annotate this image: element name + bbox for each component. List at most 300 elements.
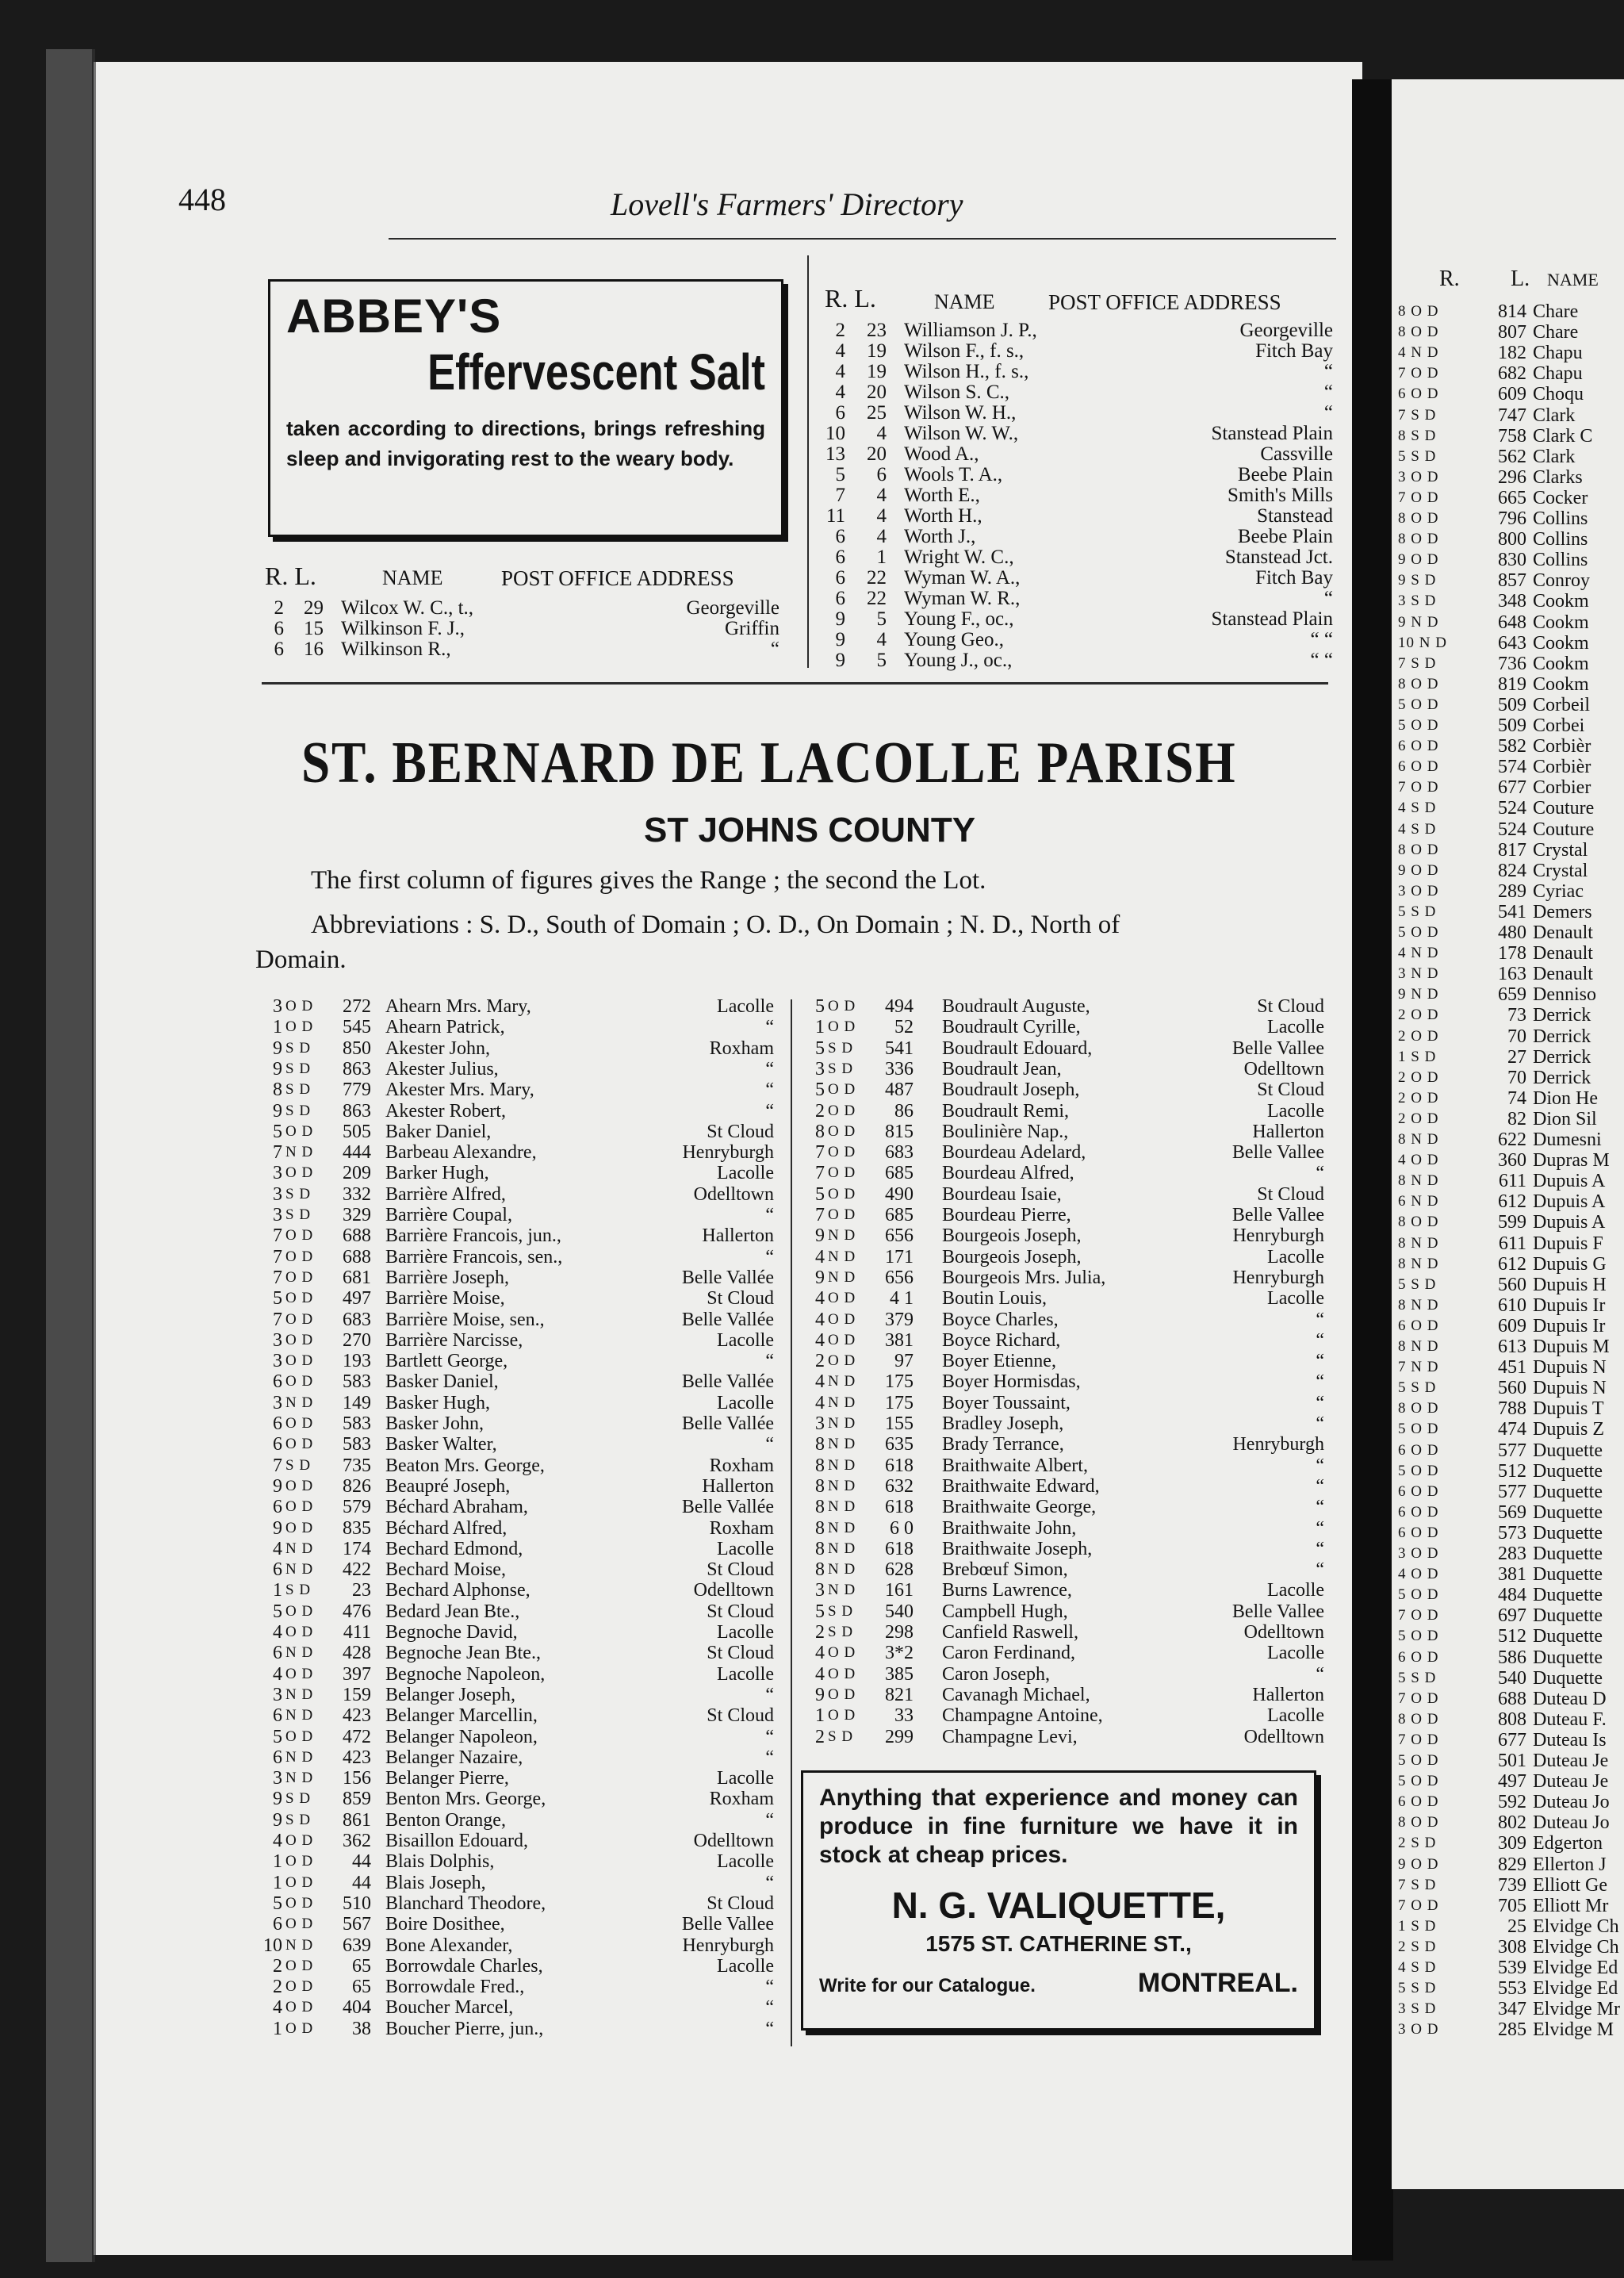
directory-row	[801, 1727, 1324, 1747]
lot-number: 163	[1498, 964, 1526, 985]
range-domain: 3 N D	[1398, 965, 1439, 983]
post-office: Odelltown	[1243, 1058, 1324, 1080]
post-office: Lacolle	[1267, 1100, 1324, 1122]
lot-number: 850	[343, 1037, 371, 1059]
lot-number: 44	[352, 1851, 371, 1873]
range-domain: 6 O D	[1398, 1524, 1439, 1541]
resident-name: Dion Sil	[1533, 1108, 1597, 1129]
lot-number: 15	[304, 618, 324, 639]
range-domain: 6 O D	[1398, 1793, 1439, 1811]
range-domain: 3 O D	[1398, 468, 1439, 485]
post-office: “	[1316, 1559, 1324, 1581]
lot-number: 509	[1498, 715, 1526, 736]
range-number: 11	[825, 505, 845, 527]
domain-code: O D	[285, 998, 314, 1014]
directory-row	[801, 1310, 1324, 1330]
range-number: 7	[273, 1267, 282, 1288]
resident-name: Begnoche Jean Bte.,	[385, 1643, 541, 1664]
domain-code: S D	[285, 1039, 312, 1057]
post-office: St Cloud	[707, 1288, 774, 1310]
directory-row	[259, 1601, 774, 1622]
facing-directory-row	[1398, 1833, 1624, 1854]
range-number: 3	[273, 1329, 282, 1351]
range-number: 1	[815, 1017, 825, 1038]
resident-name: Worth E.,	[904, 485, 980, 506]
lot-number: 82	[1507, 1108, 1526, 1129]
directory-row	[822, 527, 1333, 547]
lot-number: 512	[1498, 1460, 1526, 1482]
directory-row	[801, 1330, 1324, 1351]
post-office: Griffin	[725, 618, 779, 639]
post-office: Beebe Plain	[1237, 526, 1333, 547]
range-number: 5	[273, 1893, 282, 1914]
lot-number: 815	[885, 1121, 914, 1142]
range-domain: 3 O D	[1398, 1545, 1439, 1562]
lot-number: 599	[1498, 1212, 1526, 1233]
resident-name: Basker Walter,	[385, 1434, 497, 1455]
post-office: Stanstead Plain	[1211, 423, 1333, 444]
lot-number: 4	[876, 526, 887, 547]
range-number: 2	[274, 597, 284, 619]
post-office: “	[1316, 1475, 1324, 1497]
domain-code: S D	[828, 1060, 854, 1077]
resident-name: Akester Julius,	[385, 1058, 499, 1080]
lot-number: 612	[1498, 1253, 1526, 1275]
post-office: Lacolle	[717, 1163, 774, 1184]
facing-directory-row	[1398, 1730, 1624, 1751]
main-column-divider	[791, 999, 792, 2046]
post-office: Stanstead Jct.	[1224, 546, 1333, 568]
lot-number: 659	[1498, 984, 1526, 1006]
facing-directory-row	[1398, 861, 1624, 881]
resident-name: Bisaillon Edouard,	[385, 1831, 528, 1851]
domain-code: O D	[285, 1832, 314, 1849]
post-office: Belle Vallée	[681, 1413, 774, 1434]
facing-directory-row	[1398, 1792, 1624, 1812]
resident-name: Boyce Richard,	[942, 1329, 1061, 1351]
range-number: 7	[273, 1455, 282, 1476]
range-number: 6	[273, 1705, 282, 1727]
resident-name: Wright W. C.,	[904, 546, 1014, 568]
range-domain: 8 O D	[1398, 510, 1439, 527]
lot-number: 149	[343, 1392, 371, 1413]
directory-row	[259, 1476, 774, 1497]
facing-directory-row	[1398, 570, 1624, 591]
facing-directory-row	[1398, 384, 1624, 405]
resident-name: Bourdeau Isaie,	[942, 1183, 1062, 1205]
lot-number: 23	[352, 1580, 371, 1601]
post-office: St Cloud	[707, 1705, 774, 1727]
directory-row	[259, 1080, 774, 1100]
post-office: Cassville	[1260, 443, 1333, 465]
resident-name: Brebœuf Simon,	[942, 1559, 1068, 1581]
domain-code: N D	[285, 1748, 314, 1766]
range-number: 7	[273, 1142, 282, 1164]
range-domain: 6 O D	[1398, 1648, 1439, 1666]
domain-code: O D	[828, 1290, 856, 1307]
facing-directory-row	[1398, 1419, 1624, 1440]
range-number: 4	[815, 1288, 825, 1310]
directory-row	[801, 1559, 1324, 1580]
resident-name: Blais Joseph,	[385, 1872, 486, 1893]
range-domain: 9 N D	[1398, 986, 1439, 1003]
range-number: 5	[273, 1726, 282, 1747]
range-domain: 8 N D	[1398, 1296, 1439, 1313]
domain-code: O D	[285, 1268, 314, 1286]
resident-name: Clark	[1533, 405, 1576, 426]
directory-row	[259, 2019, 774, 2039]
range-domain: 8 O D	[1398, 1710, 1439, 1728]
directory-row	[822, 630, 1333, 650]
lot-number: 423	[343, 1747, 371, 1768]
range-number: 6	[835, 567, 845, 589]
resident-name: Dupuis Z	[1533, 1419, 1604, 1440]
resident-name: Choqu	[1533, 384, 1584, 405]
resident-name: Boutin Louis,	[942, 1288, 1048, 1310]
resident-name: Corbièr	[1533, 757, 1591, 778]
directory-row	[259, 1267, 774, 1288]
resident-name: Bourgeois Mrs. Julia,	[942, 1267, 1106, 1288]
lot-number: 573	[1498, 1522, 1526, 1544]
post-office: Roxham	[709, 1455, 774, 1476]
lot-number: 817	[1498, 839, 1526, 861]
range-number: 5	[835, 464, 845, 485]
lot-number: 512	[1498, 1626, 1526, 1647]
resident-name: Béchard Abraham,	[385, 1497, 528, 1518]
lot-number: 628	[885, 1559, 914, 1581]
range-number: 9	[273, 1475, 282, 1497]
range-number: 6	[274, 639, 284, 660]
directory-row	[822, 341, 1333, 362]
facing-directory-row	[1398, 1978, 1624, 1999]
rl-heading: R. L.	[265, 562, 316, 590]
directory-row	[801, 1413, 1324, 1434]
domain-code: S D	[828, 1039, 854, 1057]
resident-name: Duteau F.	[1533, 1708, 1607, 1730]
range-domain: 6 O D	[1398, 738, 1439, 755]
resident-name: Denault	[1533, 922, 1593, 943]
range-number: 6	[835, 588, 845, 609]
range-domain: 3 O D	[1398, 882, 1439, 899]
resident-name: Ahearn Patrick,	[385, 1017, 505, 1038]
range-domain: 7 O D	[1398, 1689, 1439, 1707]
range-domain: 5 S D	[1398, 1275, 1437, 1293]
facing-directory-row	[1398, 591, 1624, 612]
domain-code: O D	[285, 1373, 314, 1390]
facing-directory-row	[1398, 633, 1624, 654]
range-number: 6	[274, 618, 284, 639]
lot-number: 541	[885, 1037, 914, 1059]
post-office: “	[765, 1080, 774, 1101]
post-office: St Cloud	[707, 1601, 774, 1622]
directory-row	[259, 1288, 774, 1309]
lot-number: 509	[1498, 694, 1526, 715]
range-number: 10	[825, 423, 845, 444]
lot-number: 298	[885, 1622, 914, 1643]
range-number: 5	[815, 1601, 825, 1622]
facing-directory-row	[1398, 1129, 1624, 1150]
directory-row	[268, 619, 779, 639]
range-domain: 7 O D	[1398, 489, 1439, 506]
directory-row	[259, 1059, 774, 1080]
post-office: “	[770, 639, 779, 660]
resident-name: Williamson J. P.,	[904, 320, 1037, 341]
lot-number: 272	[343, 996, 371, 1017]
lot-number: 586	[1498, 1647, 1526, 1668]
resident-name: Crystal	[1533, 839, 1588, 861]
resident-name: Boyer Toussaint,	[942, 1392, 1071, 1413]
resident-name: Brady Terrance,	[942, 1434, 1064, 1455]
lot-number: 583	[343, 1434, 371, 1455]
resident-name: Clark C	[1533, 425, 1593, 447]
directory-row	[259, 1705, 774, 1726]
range-domain: 7 O D	[1398, 779, 1439, 796]
post-office: “ “	[1310, 650, 1333, 671]
facing-directory-row	[1398, 1647, 1624, 1668]
lot-number: 309	[1498, 1833, 1526, 1854]
resident-name: Couture	[1533, 798, 1595, 819]
domain-code: N D	[828, 1561, 856, 1578]
lot-number: 574	[1498, 757, 1526, 778]
domain-code: N D	[285, 1561, 314, 1578]
resident-name: Clarks	[1533, 466, 1583, 488]
lot-number: 52	[894, 1017, 914, 1038]
range-domain: 5 S D	[1398, 1980, 1437, 1997]
lot-number: 622	[1498, 1129, 1526, 1150]
ad-brand: ABBEY'S	[286, 290, 502, 343]
lot-number: 25	[867, 402, 887, 424]
resident-name: Bourgeois Joseph,	[942, 1225, 1082, 1247]
facing-directory-row	[1398, 1212, 1624, 1233]
lot-number: 501	[1498, 1751, 1526, 1771]
facing-directory-row	[1398, 1068, 1624, 1088]
resident-name: Dupuis A	[1533, 1171, 1606, 1192]
lot-number: 22	[867, 588, 887, 609]
facing-directory-row	[1398, 1626, 1624, 1647]
resident-name: Boudrault Joseph,	[942, 1080, 1080, 1101]
post-office: Roxham	[709, 1037, 774, 1059]
directory-row	[268, 598, 779, 619]
directory-row	[801, 1580, 1324, 1601]
range-domain: 2 O D	[1398, 1007, 1439, 1024]
resident-name: Barbeau Alexandre,	[385, 1142, 537, 1164]
range-number: 9	[835, 650, 845, 671]
facing-directory-row	[1398, 984, 1624, 1005]
resident-name: Wilson S. C.,	[904, 382, 1010, 403]
lot-number: 861	[343, 1809, 371, 1831]
range-number: 4	[835, 361, 845, 382]
range-domain: 5 O D	[1398, 1773, 1439, 1790]
facing-directory-row	[1398, 840, 1624, 861]
range-number: 6	[273, 1413, 282, 1434]
resident-name: Worth H.,	[904, 505, 982, 527]
range-number: 9	[273, 1517, 282, 1539]
range-number: 6	[273, 1643, 282, 1664]
post-office: Lacolle	[717, 1955, 774, 1977]
directory-row	[259, 1413, 774, 1434]
range-domain: 2 O D	[1398, 1089, 1439, 1106]
range-number: 9	[815, 1684, 825, 1705]
range-domain: 5 O D	[1398, 1752, 1439, 1769]
lot-number: 348	[1498, 591, 1526, 612]
resident-name: Blais Dolphis,	[385, 1851, 495, 1873]
range-number: 4	[273, 1831, 282, 1851]
lot-number: 289	[1498, 880, 1526, 902]
resident-name: Boucher Marcel,	[385, 1997, 514, 2019]
range-number: 6	[835, 402, 845, 424]
range-number: 13	[825, 443, 845, 465]
facing-directory-row	[1398, 922, 1624, 943]
post-office: St Cloud	[1257, 1080, 1324, 1101]
range-domain: 4 O D	[1398, 1566, 1439, 1583]
facing-directory-row	[1398, 1295, 1624, 1316]
range-number: 3	[815, 1580, 825, 1601]
resident-name: Cookm	[1533, 673, 1589, 695]
directory-row	[801, 1476, 1324, 1497]
range-number: 8	[815, 1559, 825, 1581]
resident-name: Bechard Edmond,	[385, 1538, 523, 1559]
post-office: Belle Vallée	[681, 1497, 774, 1518]
domain-code: O D	[285, 1122, 314, 1140]
facing-directory-row	[1398, 529, 1624, 550]
range-domain: 4 S D	[1398, 1959, 1437, 1976]
directory-row	[801, 1539, 1324, 1559]
range-number: 8	[273, 1080, 282, 1101]
facing-directory-row	[1398, 1751, 1624, 1771]
lot-number: 539	[1498, 1958, 1526, 1978]
lot-number: 553	[1498, 1978, 1526, 2000]
post-office: Lacolle	[717, 1663, 774, 1685]
post-office: Belle Vallee	[681, 1914, 774, 1935]
resident-name: Crystal	[1533, 860, 1588, 881]
post-office: “	[765, 1246, 774, 1267]
resident-name: Wood A.,	[904, 443, 979, 465]
domain-code: N D	[828, 1540, 856, 1557]
range-domain: 4 O D	[1398, 1152, 1439, 1169]
directory-row	[259, 1393, 774, 1413]
directory-row	[259, 1831, 774, 1851]
range-domain: 2 O D	[1398, 1110, 1439, 1127]
ad-address: 1575 ST. CATHERINE ST.,	[925, 1931, 1192, 1956]
post-office: Odelltown	[693, 1580, 774, 1601]
resident-name: Couture	[1533, 819, 1595, 840]
facing-directory-row	[1398, 1958, 1624, 1978]
range-number: 6	[835, 546, 845, 568]
range-domain: 3 S D	[1398, 593, 1437, 610]
range-number: 3	[273, 1163, 282, 1184]
lot-number: 579	[343, 1497, 371, 1518]
range-number: 4	[815, 1392, 825, 1413]
range-number: 6	[835, 526, 845, 547]
resident-name: Dion He	[1533, 1087, 1598, 1109]
resident-name: Derrick	[1533, 1005, 1591, 1026]
domain-code: N D	[285, 1936, 314, 1954]
range-number: 8	[815, 1455, 825, 1476]
resident-name: Boudrault Edouard,	[942, 1037, 1093, 1059]
post-office: Belle Vallee	[1231, 1142, 1324, 1164]
post-office: “	[1316, 1329, 1324, 1351]
lot-number: 835	[343, 1517, 371, 1539]
lot-number: 610	[1498, 1294, 1526, 1316]
post-office: “	[765, 1977, 774, 1998]
lot-number: 583	[343, 1371, 371, 1393]
facing-directory-row	[1398, 1482, 1624, 1502]
domain-code: O D	[828, 1144, 856, 1161]
lot-number: 16	[304, 639, 324, 660]
resident-name: Cyriac	[1533, 880, 1584, 902]
range-number: 4	[835, 340, 845, 362]
range-domain: 8 O D	[1398, 324, 1439, 341]
lot-number: 685	[885, 1205, 914, 1225]
resident-name: Boyce Charles,	[942, 1309, 1059, 1330]
county-title: ST JOHNS COUNTY	[644, 811, 976, 849]
resident-name: Denault	[1533, 943, 1593, 965]
lot-number: 182	[1498, 343, 1526, 364]
resident-name: Demers	[1533, 901, 1592, 922]
post-office: “	[765, 1872, 774, 1893]
facing-directory-row	[1398, 363, 1624, 384]
range-number: 4	[815, 1309, 825, 1330]
range-number: 1	[273, 1017, 282, 1038]
lot-number: 685	[885, 1163, 914, 1184]
lot-number: 643	[1498, 632, 1526, 654]
resident-name: Blanchard Theodore,	[385, 1893, 546, 1914]
lot-number: 44	[352, 1872, 371, 1893]
lot-number: 19	[867, 361, 887, 382]
lot-number: 569	[1498, 1501, 1526, 1523]
post-office: Odelltown	[693, 1183, 774, 1205]
intro-range-lot: The first column of figures gives the Range ; the second the Lot.	[311, 866, 986, 895]
section-rule	[262, 682, 1328, 685]
directory-row	[259, 1017, 774, 1037]
domain-code: N D	[285, 1707, 314, 1724]
directory-row	[801, 1705, 1324, 1726]
directory-row	[259, 1956, 774, 1977]
lot-number: 193	[343, 1351, 371, 1372]
page-number: 448	[178, 182, 226, 217]
lot-number: 540	[885, 1601, 914, 1622]
lot-number: 397	[343, 1663, 371, 1685]
facing-directory-row	[1398, 1316, 1624, 1337]
resident-name: Bone Alexander,	[385, 1935, 513, 1956]
post-office: St Cloud	[1257, 1183, 1324, 1205]
range-number: 8	[815, 1517, 825, 1539]
lot-number: 613	[1498, 1337, 1526, 1357]
directory-row	[801, 1685, 1324, 1705]
facing-directory-row	[1398, 508, 1624, 529]
post-office: Belle Vallee	[1231, 1205, 1324, 1225]
lot-number: 808	[1498, 1708, 1526, 1730]
post-office: Lacolle	[717, 1329, 774, 1351]
lot-number: 5	[876, 608, 887, 630]
range-domain: 2 S D	[1398, 1835, 1437, 1852]
resident-name: Boudrault Auguste,	[942, 996, 1090, 1017]
domain-code: O D	[285, 1477, 314, 1494]
domain-code: O D	[828, 1018, 856, 1036]
facing-directory-row	[1398, 1026, 1624, 1047]
range-number: 8	[815, 1475, 825, 1497]
resident-name: Belanger Joseph,	[385, 1684, 515, 1705]
resident-name: Belanger Napoleon,	[385, 1726, 538, 1747]
resident-name: Boudrault Remi,	[942, 1100, 1069, 1122]
resident-name: Basker Hugh,	[385, 1392, 490, 1413]
lot-number: 4	[876, 629, 887, 650]
lot-number: 3*2	[885, 1643, 914, 1664]
resident-name: Begnoche David,	[385, 1622, 518, 1643]
facing-directory-row	[1398, 1771, 1624, 1792]
range-number: 9	[273, 1100, 282, 1122]
range-number: 9	[273, 1809, 282, 1831]
